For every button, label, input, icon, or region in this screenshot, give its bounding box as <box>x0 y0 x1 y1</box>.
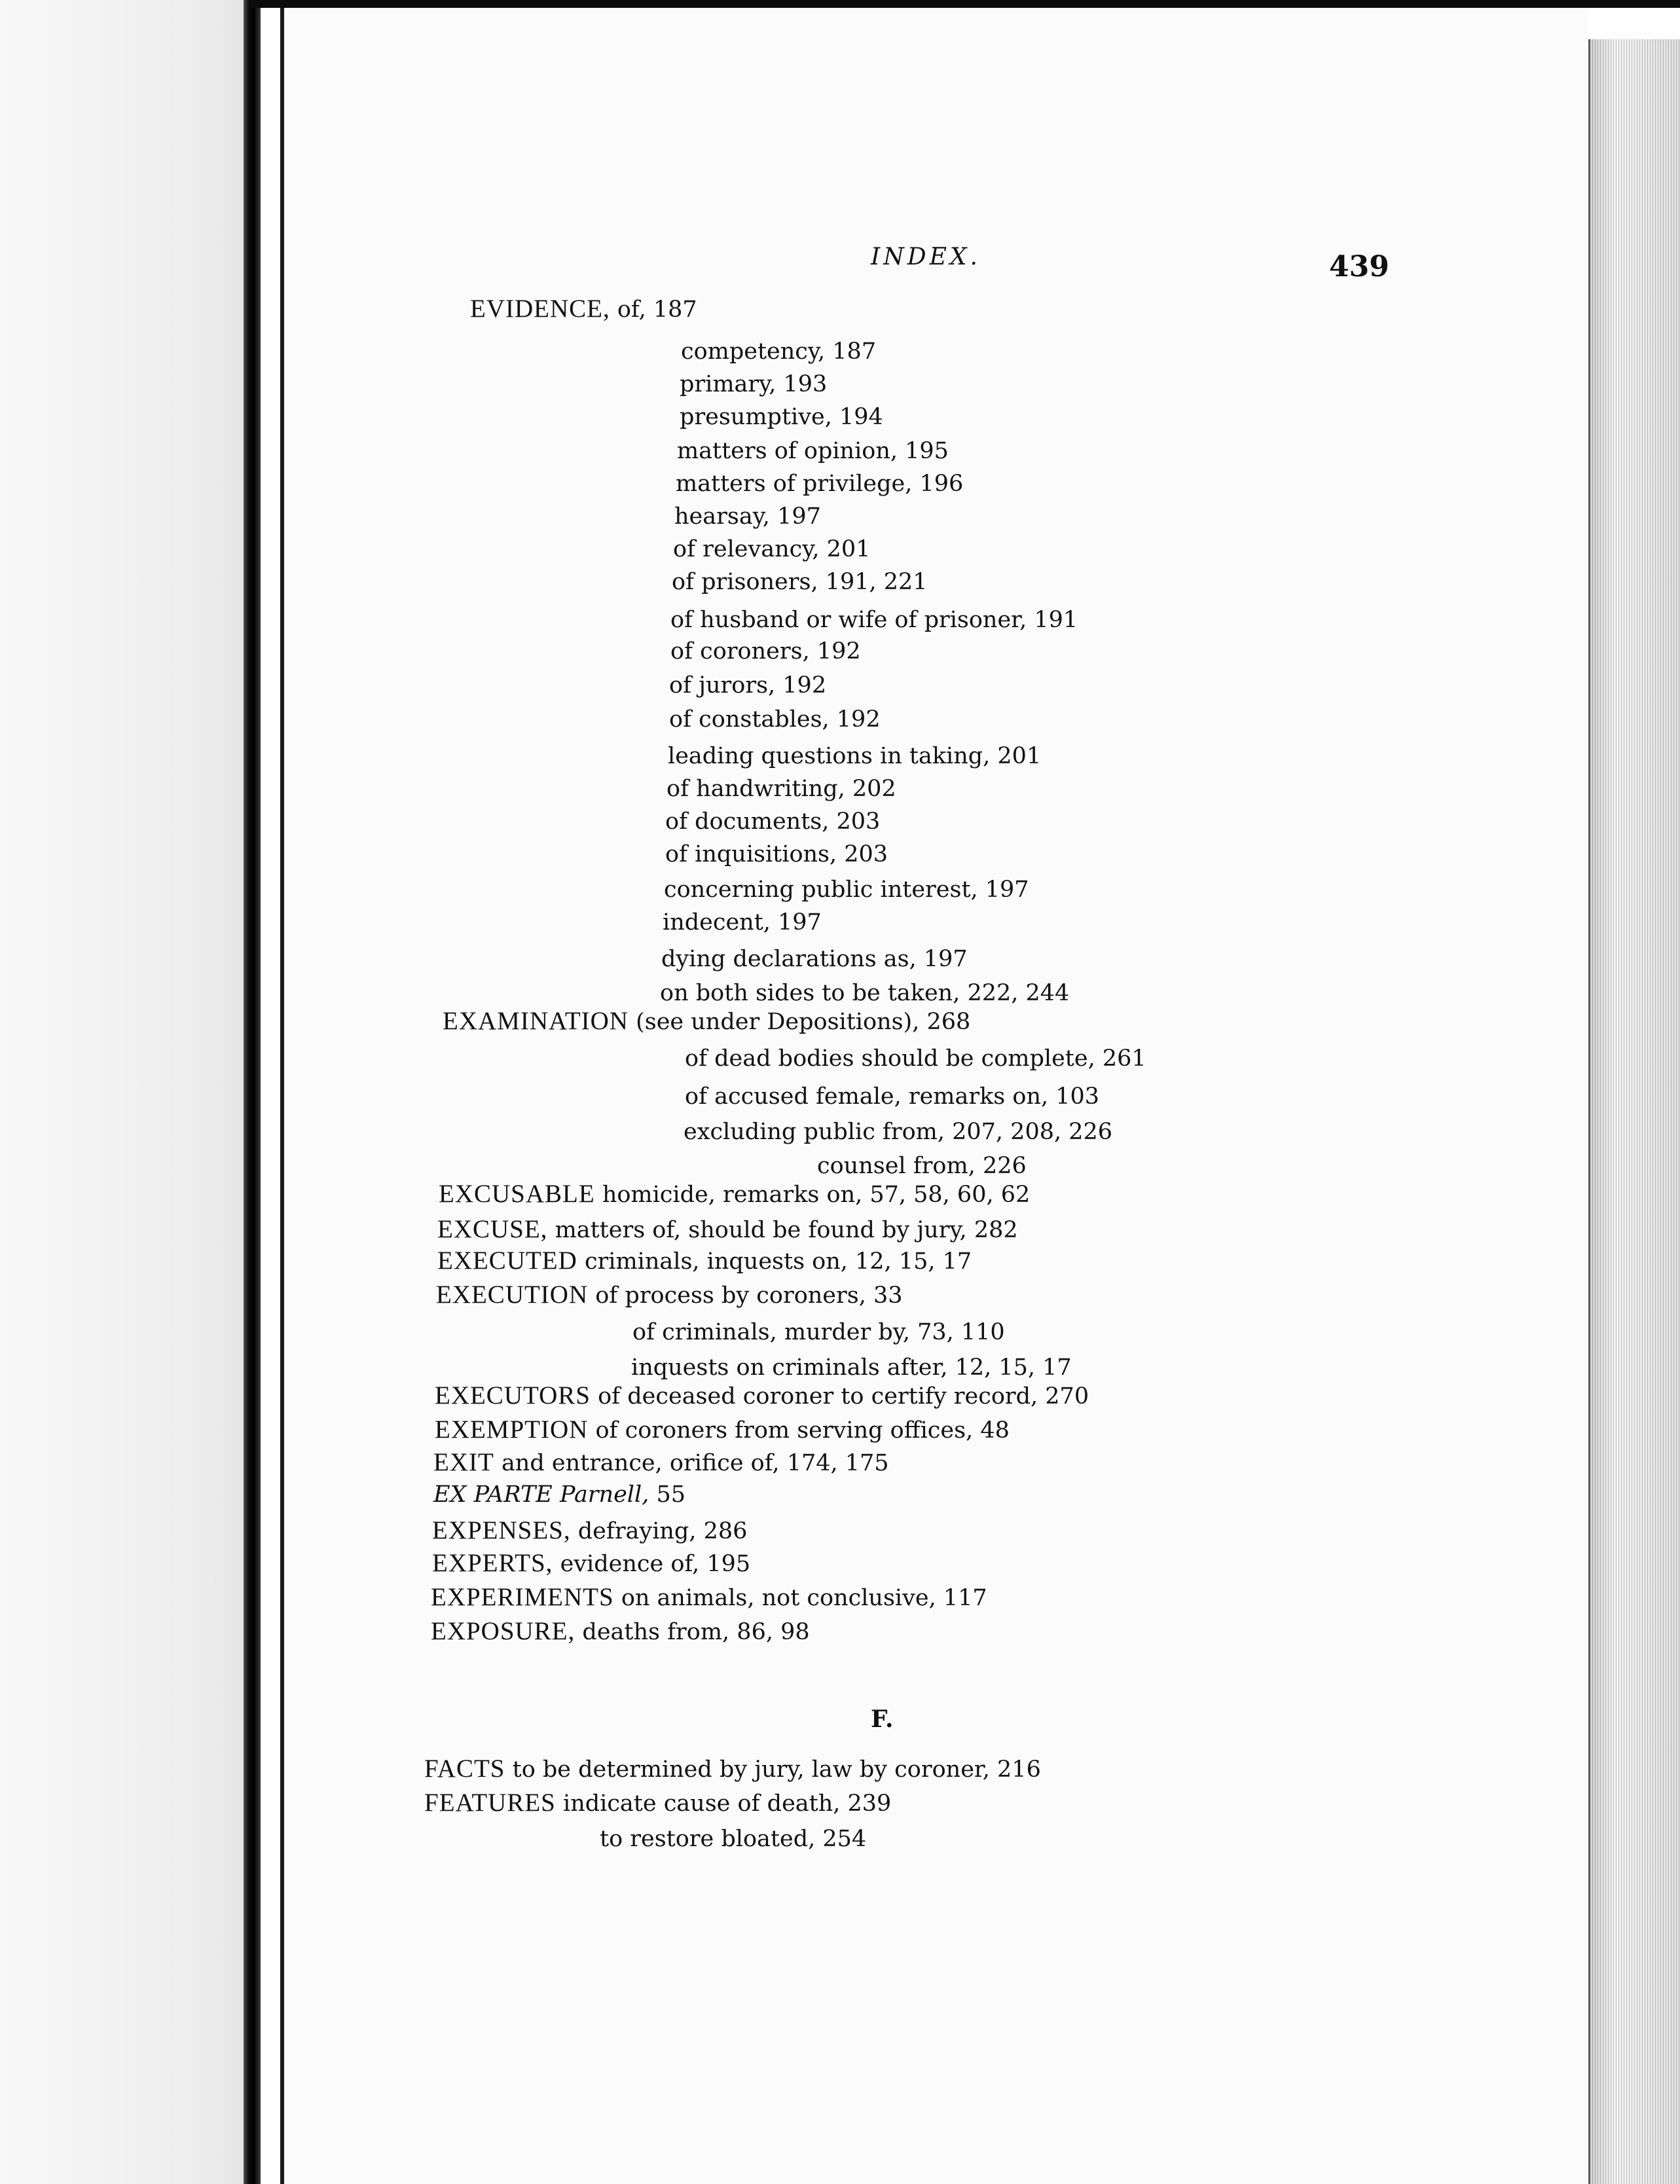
facing-page <box>0 0 249 2184</box>
index-subentry: of constables, 192 <box>669 706 881 733</box>
page-number: 439 <box>1329 250 1389 283</box>
index-subentry: counsel from, 226 <box>817 1153 1027 1179</box>
index-entry: FEATURES indicate cause of death, 239 <box>424 1789 892 1817</box>
index-entry: EXIT and entrance, orifice of, 174, 175 <box>433 1448 889 1476</box>
section-letter: F. <box>871 1705 894 1733</box>
index-subentry: on both sides to be taken, 222, 244 <box>660 980 1070 1006</box>
running-head: INDEX. <box>871 244 981 270</box>
index-entry: EXEMPTION of coroners from serving offices, 48 <box>435 1415 1010 1444</box>
index-subentry: of documents, 203 <box>665 809 881 835</box>
index-subentry: of husband or wife of prisoner, 191 <box>670 607 1078 633</box>
index-subentry: presumptive, 194 <box>680 404 883 430</box>
index-entry: FACTS to be determined by jury, law by coroner, 216 <box>424 1755 1041 1783</box>
index-subentry: of relevancy, 201 <box>673 536 871 562</box>
index-subentry: primary, 193 <box>680 371 828 397</box>
page-fore-edge-shadow <box>1588 39 1680 2184</box>
index-subentry: indecent, 197 <box>663 909 822 936</box>
index-subentry: competency, 187 <box>681 338 877 365</box>
index-entry: EXECUTION of process by coroners, 33 <box>436 1281 903 1309</box>
index-entry: EXPERTS, evidence of, 195 <box>432 1549 751 1577</box>
index-subentry: dying declarations as, 197 <box>661 946 968 972</box>
index-entry: EX PARTE Parnell, 55 <box>433 1482 685 1508</box>
index-entry: EXPOSURE, deaths from, 86, 98 <box>431 1617 810 1645</box>
index-entry: EXCUSABLE homicide, remarks on, 57, 58, 60, 62 <box>439 1180 1031 1208</box>
cover-edge <box>249 0 1680 8</box>
book-spine <box>244 0 261 2184</box>
index-subentry: of criminals, murder by, 73, 110 <box>632 1319 1005 1345</box>
index-subentry: inquests on criminals after, 12, 15, 17 <box>631 1355 1072 1381</box>
index-subentry: of handwriting, 202 <box>667 776 896 802</box>
index-subentry: concerning public interest, 197 <box>664 877 1029 903</box>
index-entry: EXAMINATION (see under Depositions), 268 <box>443 1007 971 1035</box>
index-entry: EXPERIMENTS on animals, not conclusive, 117 <box>431 1583 987 1611</box>
index-subentry: excluding public from, 207, 208, 226 <box>684 1119 1113 1145</box>
index-subentry: leading questions in taking, 201 <box>668 743 1042 769</box>
index-entry: EXECUTORS of deceased coroner to certify record, 270 <box>435 1381 1089 1410</box>
index-subentry: of jurors, 192 <box>669 672 827 699</box>
index-entry: EXECUTED criminals, inquests on, 12, 15, 17 <box>437 1247 972 1275</box>
index-subentry: hearsay, 197 <box>674 503 821 530</box>
index-subentry: of coroners, 192 <box>670 638 861 664</box>
index-entry: EXPENSES, defraying, 286 <box>432 1516 748 1544</box>
index-subentry: of prisoners, 191, 221 <box>672 569 928 595</box>
index-subentry: matters of privilege, 196 <box>676 471 964 497</box>
index-subentry: of inquisitions, 203 <box>665 841 888 867</box>
index-subentry: matters of opinion, 195 <box>677 438 949 464</box>
index-entry: EVIDENCE, of, 187 <box>470 295 697 323</box>
index-entry: EXCUSE, matters of, should be found by jury, 282 <box>437 1215 1018 1243</box>
index-subentry: to restore bloated, 254 <box>600 1826 867 1852</box>
index-subentry: of accused female, remarks on, 103 <box>685 1083 1100 1110</box>
index-subentry: of dead bodies should be complete, 261 <box>685 1046 1146 1072</box>
